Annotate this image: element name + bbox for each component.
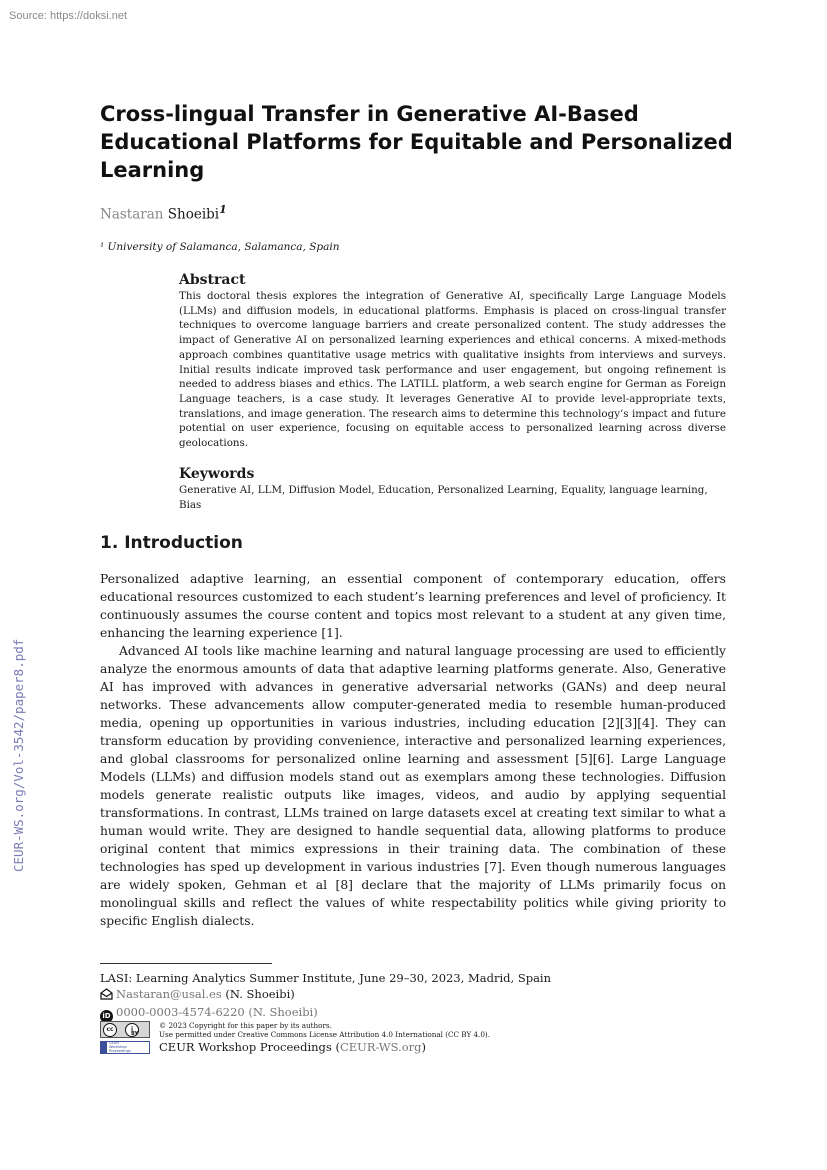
- cc-by-badge[interactable]: [100, 1021, 150, 1038]
- license-text: [159, 1021, 490, 1040]
- keywords-block: [179, 466, 726, 512]
- keywords-text: Generative AI, LLM, Diffusion Model, Education, Personalized Learning, Equality, language learning, Bias: [179, 484, 708, 511]
- source-url: Source: https://doksi.net: [9, 10, 128, 22]
- ceur-suffix: ): [421, 1040, 426, 1054]
- affiliation: ¹ University of Salamanca, Salamanca, Spain: [100, 241, 340, 253]
- email-footnote: [100, 987, 295, 1003]
- ceur-proceedings: [159, 1040, 426, 1054]
- copyright-line: © 2023 Copyright for this paper by its authors.: [159, 1021, 332, 1030]
- author-first-name: Nastaran: [100, 206, 164, 223]
- introduction-body: [100, 570, 726, 930]
- section-heading-introduction: 1. Introduction: [100, 533, 243, 553]
- conference-footnote: LASI: Learning Analytics Summer Institute, June 29–30, 2023, Madrid, Spain: [100, 971, 552, 985]
- envelope-icon: [100, 988, 113, 1003]
- footnote-divider: [100, 963, 272, 964]
- license-line: Use permitted under Creative Commons License Attribution 4.0 International (CC BY 4.0).: [159, 1030, 491, 1040]
- ceur-logo: [100, 1041, 150, 1054]
- abstract-text: This doctoral thesis explores the integration of Generative AI, specifically Large Language Models (LLMs) and diffusion models, in educational platforms. Emphasis is placed on cross-lingual transfer techniques to overcome language barriers and create personalized content. The study addresses the impact of Generative AI on personalized learning experiences and ethical concerns. A mixed-methods approach combines quantitative usage metrics with qualitative insights from interviews and surveys. Initial results indicate improved task performance and user engagement, but ongoing refinement is needed to address biases and ethics. The LATILL platform, a web search engine for German as Foreign Language teachers, is a case study. It leverages Generative AI to provide level-appropriate texts, translations, and image generation. The research aims to determine this technology’s impact and future potential on user experience, focusing on equitable access to personalized learning across diverse geolocations.: [179, 290, 726, 450]
- author-last-name: Shoeibi: [167, 206, 220, 223]
- author-line: [100, 203, 227, 223]
- by-mark: BY: [131, 1031, 139, 1037]
- keywords-heading: Keywords: [179, 466, 255, 482]
- ceur-link[interactable]: CEUR-WS.org: [339, 1040, 422, 1054]
- paragraph: Advanced AI tools like machine learning and natural language processing are used to efficiently analyze the enormous amounts of data that adaptive learning platforms generate. Also, Generative AI has improved with advances in generative adversarial networks (GANs) and deep neural networks. These advancements allow computer-generated media to resemble human-produced media, opening up opportunities in various industries, including education [2][3][4]. They can transform education by providing convenience, interactive and personalized learning experiences, and global classrooms for personalized online learning and assessment [5][6]. Large Language Models (LLMs) and diffusion models stand out as exemplars among these technologies. Diffusion models generate realistic outputs like images, videos, and audio by applying sequential transformations. In contrast, LLMs trained on large datasets excel at creating text similar to what a human would write. They are designed to handle sequential data, allowing platforms to produce original content that mimics expressions in their training data. The combination of these technologies has sped up development in various industries [7]. Even though numerous languages are widely spoken, Gehman et al [8] declare that the majority of LLMs primarily focus on monolingual skills and reflect the values of white respectability politics while giving priority to specific English dialects.: [100, 644, 726, 928]
- side-paper-id[interactable]: CEUR-WS.org/Vol-3542/paper8.pdf: [11, 638, 26, 872]
- orcid-link[interactable]: 0000-0003-4574-6220 (N. Shoeibi): [116, 1005, 318, 1019]
- email-suffix: (N. Shoeibi): [225, 987, 295, 1001]
- person-icon: i: [125, 1023, 139, 1037]
- cc-icon: cc: [103, 1023, 117, 1037]
- paragraph: Personalized adaptive learning, an essential component of contemporary education, offers educational resources customized to each student’s learning preferences and level of proficiency. It continuously assumes the course content and topics most relevant to a student at any given time, enhancing the learning experience [1].: [100, 572, 726, 640]
- ceur-logo-label: CEUR Workshop Proceedings: [109, 1041, 131, 1053]
- author-affiliation-mark: 1: [219, 203, 227, 216]
- ceur-logo-bar: [101, 1042, 107, 1053]
- paper-title: Cross-lingual Transfer in Generative AI-Based Educational Platforms for Equitable and Personalized Learning: [100, 102, 733, 182]
- orcid-icon: iD: [100, 1010, 113, 1023]
- ceur-prefix: CEUR Workshop Proceedings (: [159, 1040, 340, 1054]
- abstract-heading: Abstract: [179, 272, 246, 288]
- email-link[interactable]: Nastaran@usal.es: [116, 987, 222, 1001]
- abstract-block: [179, 272, 726, 451]
